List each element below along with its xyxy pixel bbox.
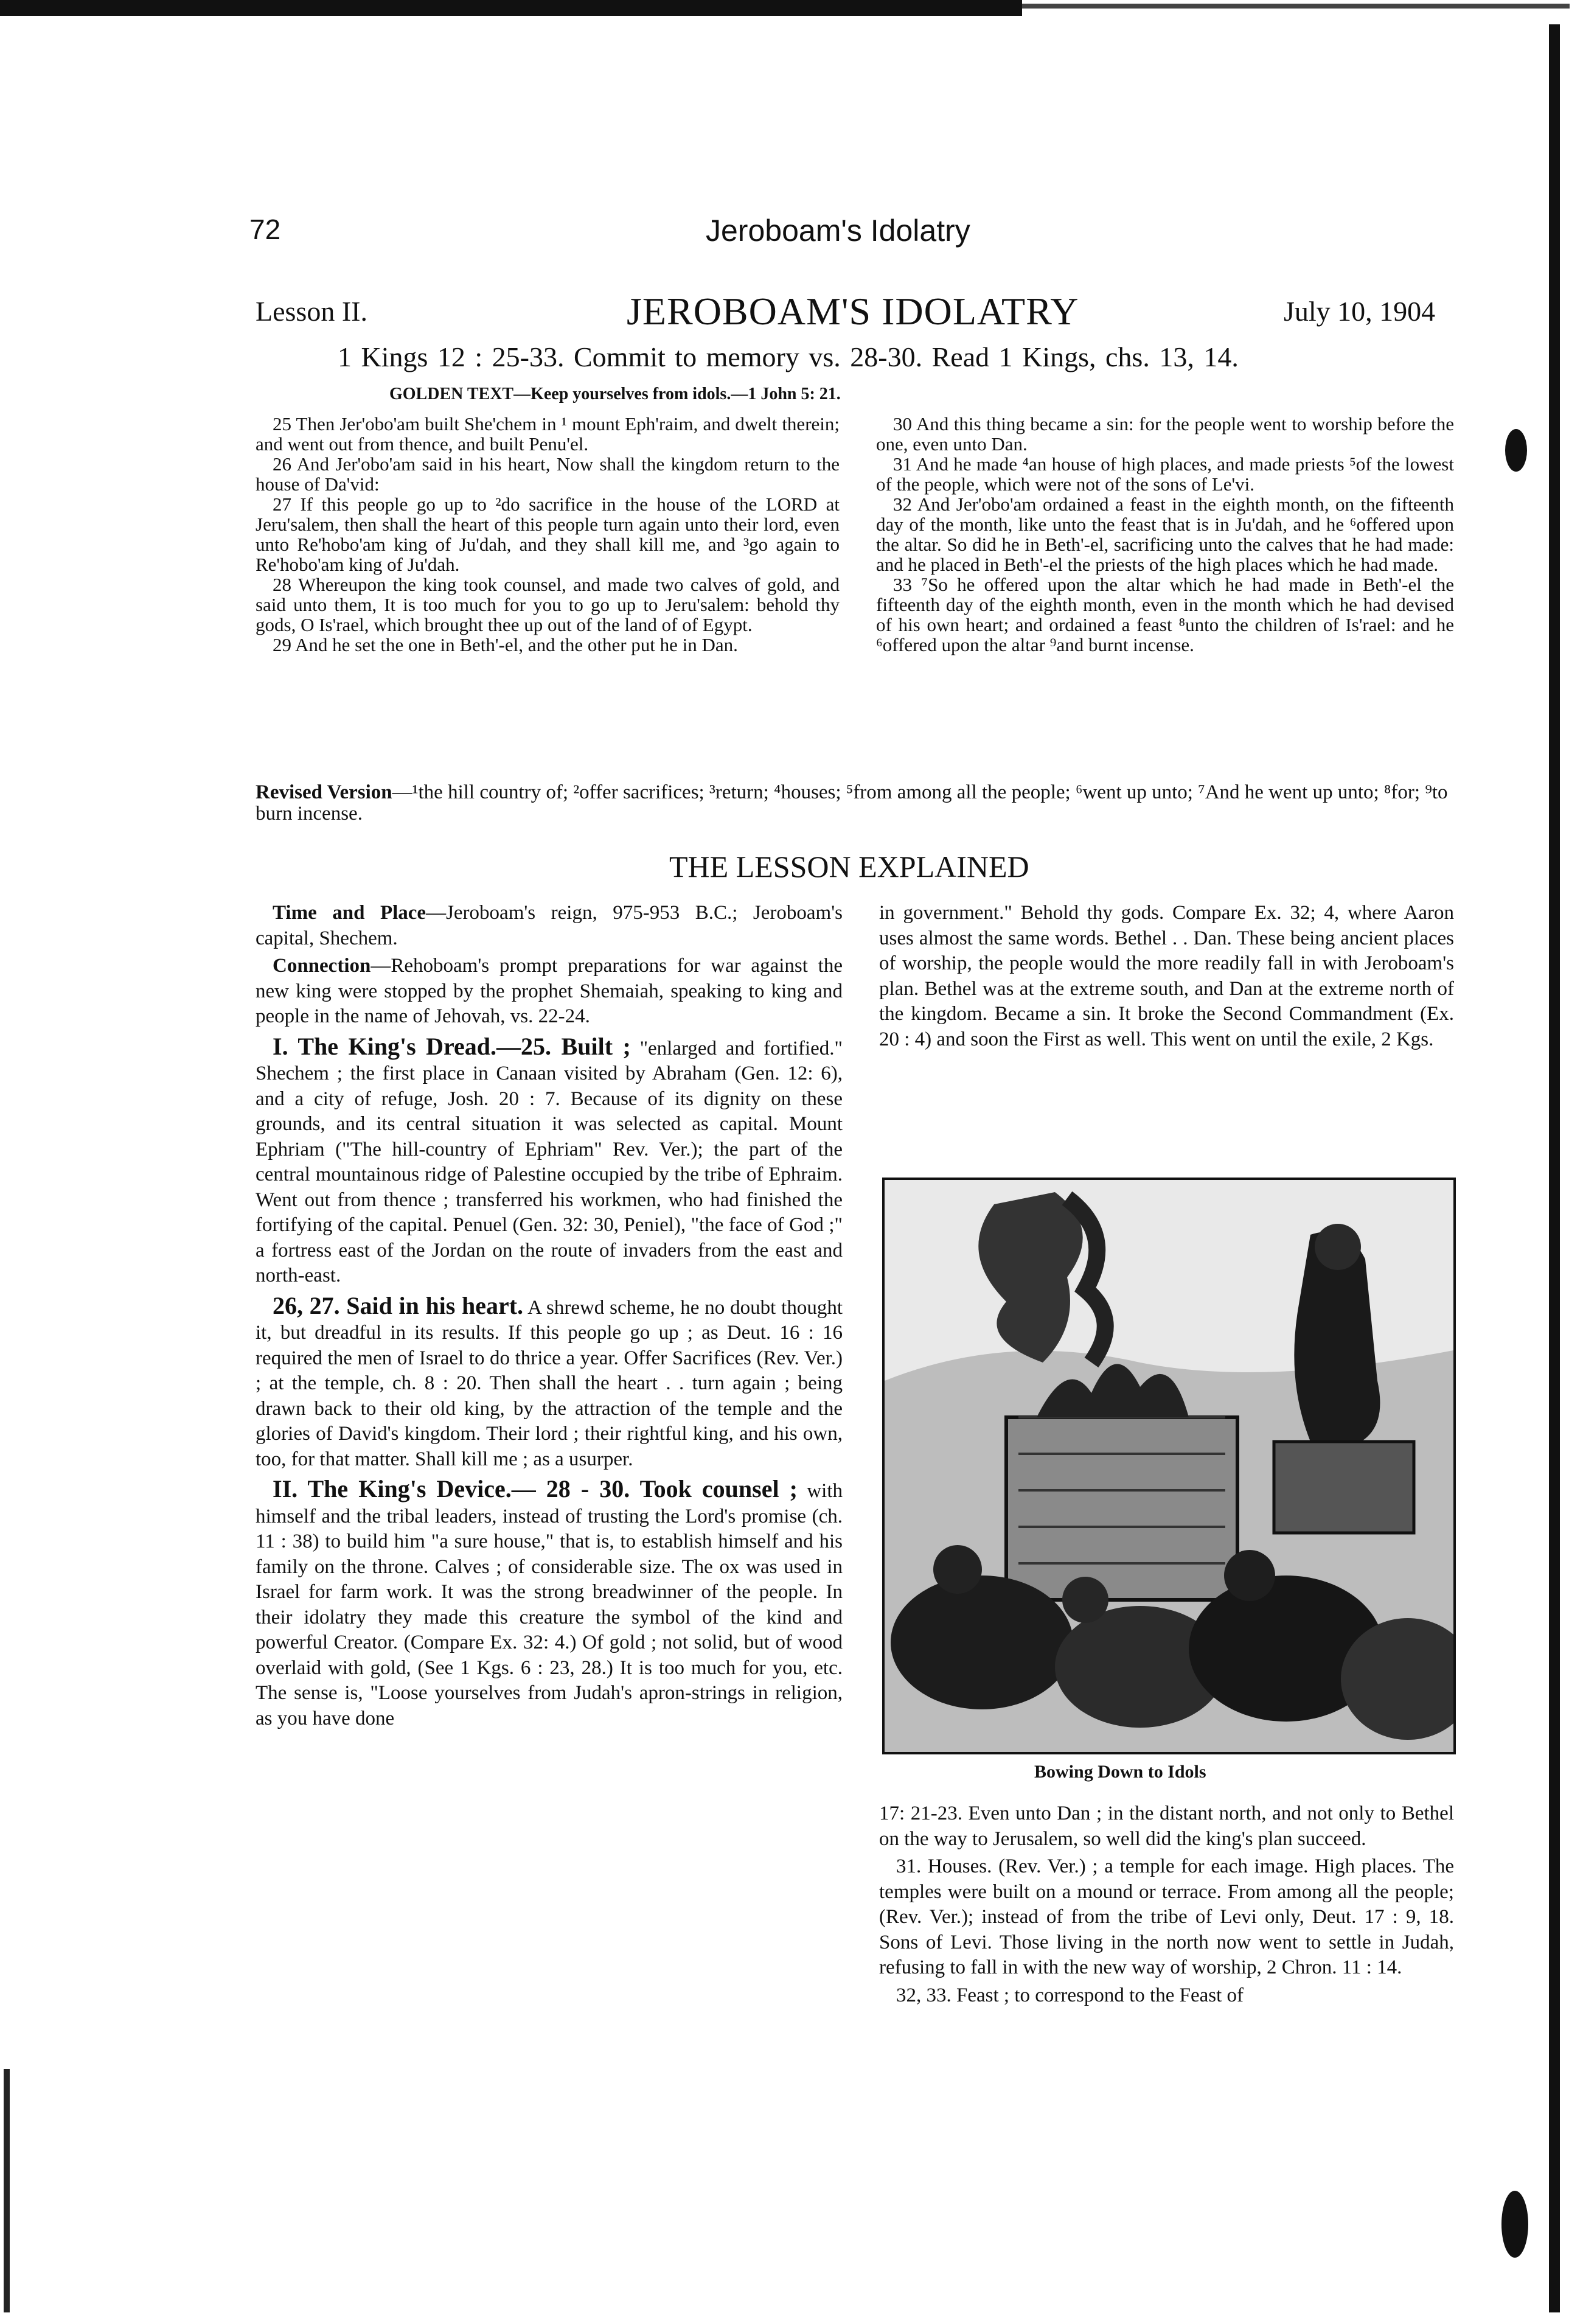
verse: 33 ⁷So he offered upon the altar which he had made in Beth'-el the fifteenth day of the eighth month, even in the month which he had devised of his own heart; and ordained a feast ⁸unto the children of Is'rael: and he ⁶offered upon the altar ⁹and burnt incense. — [876, 574, 1454, 655]
paragraph-text: —Jeroboam's reign, 975-953 B.C.; Jeroboam's capital, Shechem. — [256, 902, 843, 949]
paragraph-text: —Rehoboam's prompt preparations for war against the new king were stopped by the prophet Shemaiah, speaking to king and people in the name of Jehovah, vs. 22-24. — [256, 955, 843, 1027]
golden-text: GOLDEN TEXT—Keep yourselves from idols.—1 John 5: 21. — [389, 385, 841, 403]
paragraph-text: with himself and the tribal leaders, instead of trusting the Lord's promise (ch. 11 : 38) to build him "a sure house," that is, to establish himself and his family on the throne. Calves ; of considerable size. The ox was used in Israel for farm work. It was the strong breadwinner of the people. In their idolatry they made this creature the symbol of the kind and powerful Creator. (Compare Ex. 32: 4.) Of gold ; not solid, but of wood overlaid with gold, (See 1 Kgs. 6 : 23, 28.) It is too much for you, etc. The sense is, "Loose yourselves from Judah's apron-strings in religion, as you have done — [256, 1480, 843, 1729]
commentary-paragraph — [256, 1032, 843, 1289]
paragraph-lead: 26, 27. Said in his heart. — [273, 1291, 524, 1319]
woodcut-illustration — [882, 1178, 1456, 1754]
commentary-paragraph: 31. Houses. (Rev. Ver.) ; a temple for each image. High places. The temples were built on a mound or terrace. From among all the people; (Rev. Ver.); instead of from the tribe of Levi only, Deut. 17 : 9, 18. Sons of Levi. Those living in the north now went to settle in Judah, refusing to fall in with the new way of worship, 2 Chron. 11 : 14. — [879, 1855, 1454, 1978]
verses-left-column — [256, 414, 840, 655]
commentary-paragraph — [256, 954, 843, 1030]
commentary-paragraph — [256, 901, 843, 951]
lesson-date: July 10, 1904 — [1284, 296, 1436, 327]
scripture-reference: 1 Kings 12 : 25-33. Commit to memory vs. 28-30. Read 1 Kings, chs. 13, 14. — [338, 341, 1239, 372]
scan-edge-right — [1549, 24, 1560, 2312]
paragraph-lead: Connection — [273, 955, 371, 977]
paragraph-text: A shrewd scheme, he no doubt thought it, but dreadful in its results. If this people go up ; as Deut. 16 : 16 required the men of Israel to do thrice a year. Offer Sacrifices (Rev. Ver.) ; at the temple, ch. 8 : 20. Then shall the heart . . turn again ; being drawn back to their old king, by the attraction of the temple and the glories of David's kingdom. Their lord ; their rightful king, and his own, too, for that matter. Shall kill me ; as a usurper. — [256, 1296, 843, 1470]
verse: 27 If this people go up to ²do sacrifice in the house of the LORD at Jeru'salem, then shall the heart of this people turn again unto their lord, even unto Re'hobo'am king of Ju'dah, and they shall kill me, and ³go again to Re'hobo'am king of Ju'dah. — [256, 494, 840, 575]
commentary-right-bottom — [879, 1801, 1454, 2011]
verse: 31 And he made ⁴an house of high places, and made priests ⁵of the lowest of the people, which were not of the sons of Le'vi. — [876, 453, 1454, 495]
revised-text: —¹the hill country of; ²offer sacrifices; ³return; ⁴houses; ⁵from among all the people; ⁶went up unto; ⁷And he went up unto; ⁸for; ⁹to burn incense. — [256, 781, 1448, 825]
verses-right-column — [876, 414, 1454, 655]
ink-blot-bottom — [1501, 2191, 1528, 2258]
paragraph-text: "enlarged and fortified." Shechem ; the first place in Canaan visited by Abraham (Gen. 12: 6), and a city of refuge, Josh. 20 : 7. Because of its dignity on these grounds, and its central situation it was selected as capital. Mount Ephriam ("The hill-country of Ephriam" Rev. Ver.); the part of the central mountainous ridge of Palestine occupied by the tribe of Ephraim. Went out from thence ; transferred his workmen, who had finished the fortifying of the capital. Penuel (Gen. 32: 30, Peniel), "the face of God ;" a fortress east of the Jordan on the route of invaders from the east and north-east. — [256, 1037, 843, 1286]
verse: 25 Then Jer'obo'am built She'chem in ¹ mount Eph'raim, and dwelt therein; and went out from thence, and built Penu'el. — [256, 413, 840, 455]
commentary-paragraph: 32, 33. Feast ; to correspond to the Feast of — [896, 1984, 1244, 2006]
section-heading: THE LESSON EXPLAINED — [669, 850, 1029, 884]
lesson-title: JEROBOAM'S IDOLATRY — [627, 290, 1079, 333]
lesson-number: Lesson II. — [256, 296, 367, 327]
commentary-paragraph — [256, 1291, 843, 1473]
figure-caption: Bowing Down to Idols — [1034, 1762, 1206, 1782]
illustration-drawing — [885, 1180, 1453, 1752]
scan-edge-top — [0, 0, 1022, 16]
scan-edge-left — [4, 2069, 10, 2312]
paragraph-lead: I. The King's Dread.—25. Built ; — [273, 1032, 631, 1060]
commentary-paragraph — [256, 1474, 843, 1731]
revised-label: Revised Version — [256, 781, 392, 803]
paragraph-lead: Time and Place — [273, 902, 426, 924]
page-number: 72 — [249, 214, 281, 245]
verse: 29 And he set the one in Beth'-el, and the other put he in Dan. — [273, 634, 738, 655]
commentary-left-column — [256, 901, 843, 1734]
paragraph-lead: II. The King's Device.— 28 - 30. Took counsel ; — [273, 1475, 798, 1502]
verse: 32 And Jer'obo'am ordained a feast in the eighth month, on the fifteenth day of the month, like unto the feast that is in Ju'dah, and he ⁶offered upon the altar. So did he in Beth'-el, sacrificing unto the calves that he had made: and he placed in Beth'-el the priests of the high places which he had made. — [876, 494, 1454, 575]
revised-version-notes — [256, 782, 1454, 825]
ink-blot-top — [1505, 429, 1527, 472]
verse: 26 And Jer'obo'am said in his heart, Now shall the kingdom return to the house of Da'vid: — [256, 453, 840, 495]
commentary-right-top — [879, 901, 1454, 1055]
scan-edge-top-thin — [1022, 4, 1570, 9]
running-title: Jeroboam's Idolatry — [706, 214, 970, 248]
verse: 28 Whereupon the king took counsel, and made two calves of gold, and said unto them, It is too much for you to go up to Jeru'salem: behold thy gods, O Is'rael, which brought thee up out of the land of of Egypt. — [256, 574, 840, 635]
commentary-paragraph: 17: 21-23. Even unto Dan ; in the distant north, and not only to Bethel on the way to Jerusalem, so well did the king's plan succeed. — [879, 1802, 1454, 1850]
commentary-paragraph: in government." Behold thy gods. Compare Ex. 32; 4, where Aaron uses almost the same words. Bethel . . Dan. These being ancient places of worship, the people would the more readily fall in with Jeroboam's plan. Bethel was at the extreme south, and Dan at the extreme north of the kingdom. Became a sin. It broke the Second Commandment (Ex. 20 : 4) and soon the First as well. This went on until the exile, 2 Kgs. — [879, 902, 1454, 1050]
verse: 30 And this thing became a sin: for the people went to worship before the one, even unto Dan. — [876, 413, 1454, 455]
